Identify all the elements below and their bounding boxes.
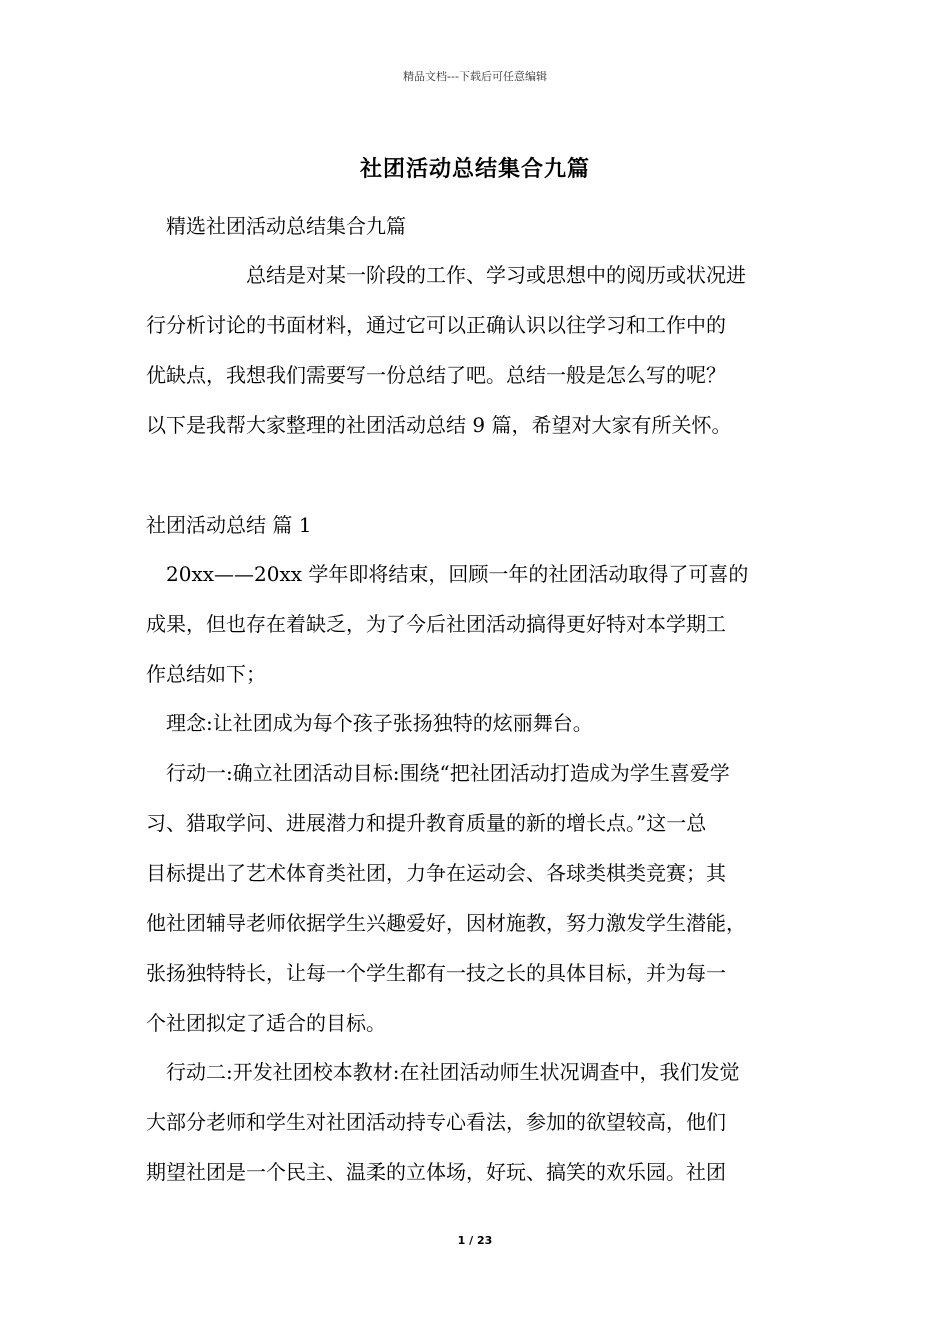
- document-title: 社团活动总结集合九篇: [359, 157, 590, 182]
- action1-line-1: 行动一:确立社团活动目标:围绕“把社团活动打造成为学生喜爱学: [166, 761, 730, 785]
- intro-line-3: 优缺点，我想我们需要写一份总结了吧。总结一般是怎么写的呢？: [146, 363, 726, 387]
- action1-line-3: 目标提出了艺术体育类社团，力争在运动会、各球类棋类竞赛；其: [146, 861, 726, 885]
- paragraph1-line-3: 作总结如下；: [146, 662, 266, 686]
- action1-line-6: 个社团拟定了适合的目标。: [146, 1011, 386, 1035]
- header-note: 精品文档---下载后可任意编辑: [403, 70, 547, 83]
- intro-line-1: 总结是对某一阶段的工作、学习或思想中的阅历或状况进: [246, 263, 746, 287]
- action2-line-3: 期望社团是一个民主、温柔的立体场，好玩、搞笑的欢乐园。社团: [146, 1160, 726, 1184]
- section-heading: 社团活动总结 篇 1: [146, 513, 312, 537]
- philosophy-line: 理念:让社团成为每个孩子张扬独特的炫丽舞台。: [166, 711, 593, 735]
- page-number: 1 / 23: [457, 1234, 493, 1247]
- paragraph1-line-2: 成果，但也存在着缺乏，为了今后社团活动搞得更好特对本学期工: [146, 612, 726, 636]
- action1-line-5: 张扬独特特长，让每一个学生都有一技之长的具体目标，并为每一: [146, 961, 726, 985]
- action2-line-1: 行动二:开发社团校本教材:在社团活动师生状况调查中，我们发觉: [166, 1060, 740, 1084]
- action1-line-4: 他社团辅导老师依据学生兴趣爱好，因材施教，努力激发学生潜能，: [146, 911, 746, 935]
- action1-line-2: 习、猎取学问、进展潜力和提升教育质量的新的增长点。”这一总: [146, 811, 707, 835]
- intro-line-4: 以下是我帮大家整理的社团活动总结 9 篇，希望对大家有所关怀。: [146, 413, 732, 437]
- action2-line-2: 大部分老师和学生对社团活动持专心看法，参加的欲望较高，他们: [146, 1110, 726, 1134]
- paragraph1-line-1: 20xx——20xx 学年即将结束，回顾一年的社团活动取得了可喜的: [166, 562, 749, 586]
- intro-line-2: 行分析讨论的书面材料，通过它可以正确认识以往学习和工作中的: [146, 313, 726, 337]
- subtitle: 精选社团活动总结集合九篇: [166, 214, 406, 238]
